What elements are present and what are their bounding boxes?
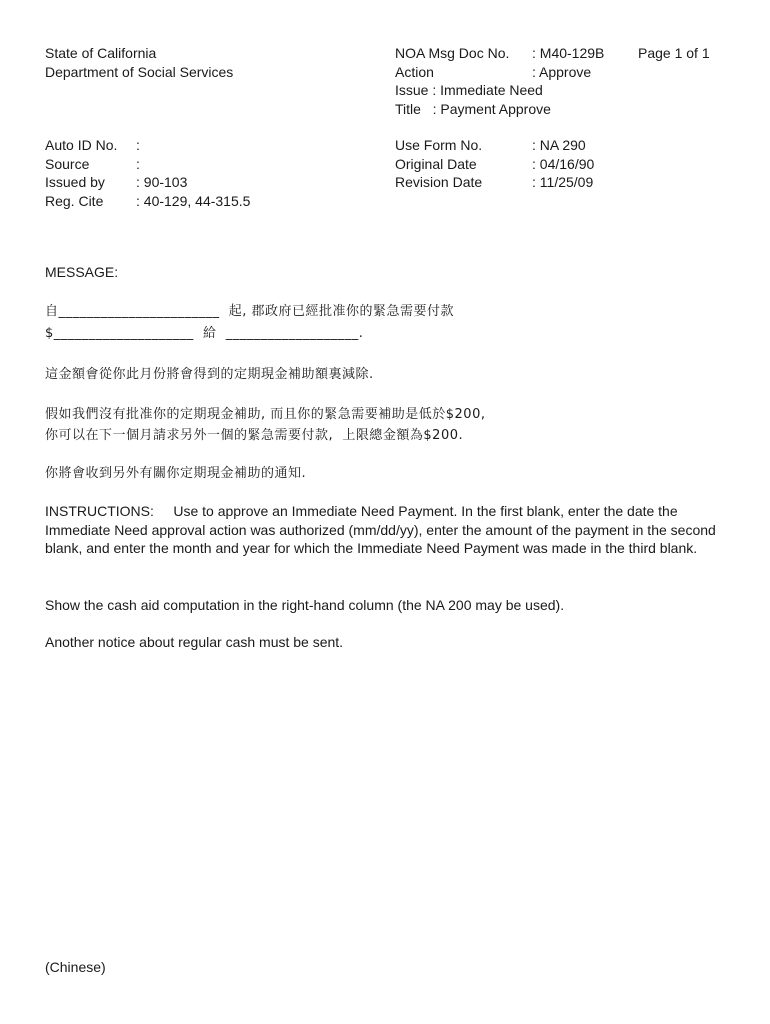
message-label: MESSAGE: — [45, 264, 119, 280]
action-label: Action — [395, 63, 434, 80]
notice-info-block — [395, 44, 604, 118]
message-line-4: 假如我們沒有批准你的定期現金補助, 而且你的緊急需要補助是低於$200, — [45, 407, 486, 422]
doc-no-value: : M40-129B — [532, 45, 605, 61]
meta-label: Revision Date — [395, 174, 483, 190]
meta-label: Auto ID No. — [45, 137, 118, 153]
meta-right-block — [395, 136, 594, 192]
meta-value: : — [136, 155, 140, 172]
instructions-text: Use to approve an Immediate Need Payment. In the first blank, enter the date the Immediate Need approval action was authorized (mm/dd/yy), enter the amount of the payment in the second blank, and enter the month and year for which the Immediate Need Payment was made in the third blank. — [45, 503, 716, 556]
page-indicator: Page 1 of 1 — [638, 45, 710, 61]
issue-line: Issue : Immediate Need — [395, 82, 543, 98]
meta-value: : 40-129, 44-315.5 — [136, 192, 251, 209]
meta-left-block — [45, 136, 250, 210]
department-name: Department of Social Services — [45, 63, 234, 80]
instructions-line-3: Another notice about regular cash must be sent. — [45, 634, 344, 650]
state-name: State of California — [45, 45, 157, 61]
meta-label: Issued by — [45, 174, 105, 190]
action-value: : Approve — [532, 63, 592, 80]
message-line-3: 這金額會從你此月份將會得到的定期現金補助額裏減除. — [45, 367, 374, 382]
language-indicator: (Chinese) — [45, 959, 106, 975]
meta-value: : 04/16/90 — [532, 155, 595, 172]
meta-label: Reg. Cite — [45, 192, 104, 209]
message-line-5: 你可以在下一個月請求另外一個的緊急需要付款, 上限總金額為$200. — [45, 428, 464, 443]
instructions-label: INSTRUCTIONS: — [45, 503, 154, 519]
title-line: Title : Payment Approve — [395, 100, 551, 117]
meta-label: Use Form No. — [395, 137, 483, 153]
doc-no-label: NOA Msg Doc No. — [395, 45, 510, 61]
meta-value: : NA 290 — [532, 137, 586, 153]
meta-label: Source — [45, 155, 90, 172]
meta-value: : 90-103 — [136, 174, 188, 190]
message-line-2: $____________________ 給 ___________________. — [45, 326, 364, 341]
instructions-paragraph — [45, 502, 729, 558]
message-line-1: 自_______________________ 起, 郡政府已經批准你的緊急需要付款 — [45, 304, 455, 319]
meta-value: : 11/25/09 — [532, 174, 594, 190]
instructions-line-2: Show the cash aid computation in the right-hand column (the NA 200 may be used). — [45, 597, 565, 613]
meta-label: Original Date — [395, 155, 477, 172]
message-line-6: 你將會收到另外有關你定期現金補助的通知. — [45, 466, 307, 481]
agency-block — [45, 44, 233, 81]
meta-value: : — [136, 137, 140, 153]
